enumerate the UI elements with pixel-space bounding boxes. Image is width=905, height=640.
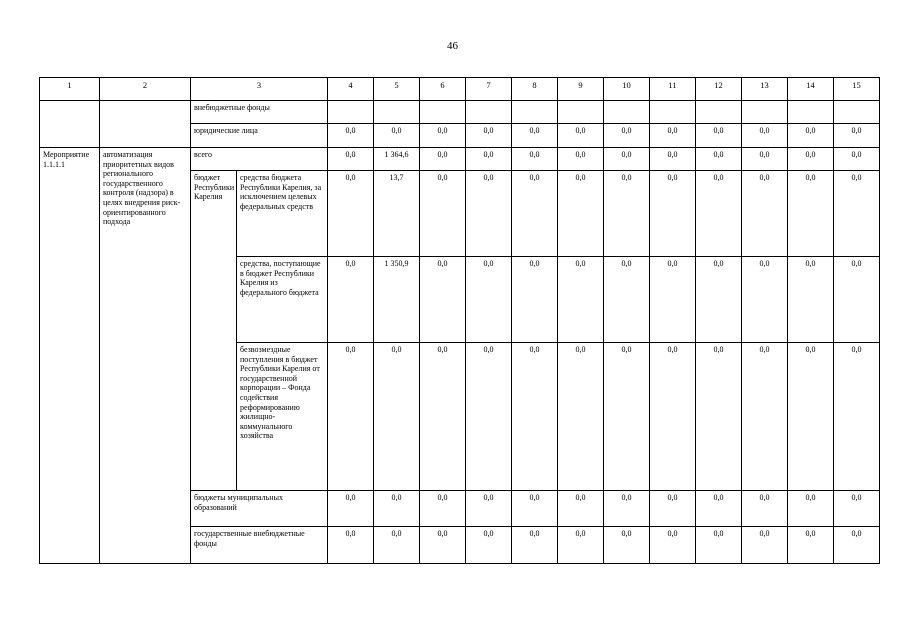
value-cell: 0,0 [512, 491, 558, 527]
table-row [40, 148, 880, 171]
header-cell: 6 [420, 78, 466, 101]
source-label: юридические лица [191, 124, 328, 148]
value-cell: 0,0 [604, 527, 650, 564]
source-label: внебюджетные фонды [191, 101, 328, 124]
header-cell: 4 [328, 78, 374, 101]
value-cell: 0,0 [742, 491, 788, 527]
value-cell: 0,0 [558, 171, 604, 257]
value-cell: 0,0 [696, 148, 742, 171]
value-cell: 0,0 [466, 527, 512, 564]
value-cell: 0,0 [604, 171, 650, 257]
value-cell: 0,0 [466, 148, 512, 171]
value-cell: 0,0 [558, 257, 604, 343]
header-row [40, 78, 880, 101]
header-cell: 12 [696, 78, 742, 101]
value-cell: 0,0 [420, 491, 466, 527]
value-cell: 0,0 [696, 171, 742, 257]
value-cell: 0,0 [834, 527, 880, 564]
value-cell: 0,0 [420, 257, 466, 343]
value-cell: 0,0 [558, 148, 604, 171]
value-cell: 0,0 [328, 257, 374, 343]
value-cell: 0,0 [328, 171, 374, 257]
value-cell: 0,0 [788, 257, 834, 343]
value-cell: 0,0 [420, 124, 466, 148]
source-label: безвозмездные поступления в бюджет Республики Карелия от государственной корпорации – Фонда содействия реформированию жилищно-коммунального хозяйства [237, 343, 328, 491]
value-cell: 0,0 [834, 491, 880, 527]
header-cell: 10 [604, 78, 650, 101]
value-cell: 0,0 [466, 124, 512, 148]
value-cell: 0,0 [420, 527, 466, 564]
value-cell: 0,0 [558, 527, 604, 564]
value-cell: 0,0 [466, 171, 512, 257]
value-cell: 0,0 [604, 491, 650, 527]
value-cell: 0,0 [834, 148, 880, 171]
value-cell: 0,0 [466, 257, 512, 343]
empty-cell [40, 101, 100, 148]
value-cell: 0,0 [834, 171, 880, 257]
value-cell: 0,0 [742, 527, 788, 564]
header-cell: 11 [650, 78, 696, 101]
value-cell: 0,0 [558, 124, 604, 148]
source-label: средства, поступающие в бюджет Республики Карелия из федерального бюджета [237, 257, 328, 343]
value-cell: 0,0 [650, 148, 696, 171]
value-cell: 0,0 [420, 171, 466, 257]
value-cell: 0,0 [788, 171, 834, 257]
value-cell: 0,0 [650, 343, 696, 491]
value-cell: 0,0 [558, 343, 604, 491]
empty-cell [100, 101, 191, 148]
value-cell: 0,0 [742, 343, 788, 491]
value-cell: 0,0 [604, 343, 650, 491]
value-cell: 0,0 [742, 124, 788, 148]
value-cell: 0,0 [512, 124, 558, 148]
value-cell: 0,0 [742, 257, 788, 343]
value-cell: 0,0 [328, 343, 374, 491]
header-cell: 5 [374, 78, 420, 101]
value-cell: 0,0 [742, 148, 788, 171]
value-cell: 0,0 [788, 124, 834, 148]
value-cell: 0,0 [512, 148, 558, 171]
value-cell: 0,0 [374, 124, 420, 148]
table-row [40, 101, 880, 124]
header-cell: 15 [834, 78, 880, 101]
header-cell: 8 [512, 78, 558, 101]
value-cell: 0,0 [834, 124, 880, 148]
value-cell: 13,7 [374, 171, 420, 257]
header-cell: 13 [742, 78, 788, 101]
header-cell: 3 [191, 78, 328, 101]
value-cell: 0,0 [328, 527, 374, 564]
value-cell: 0,0 [650, 527, 696, 564]
source-label: средства бюджета Республики Карелия, за исключением целевых федеральных средств [237, 171, 328, 257]
activity-code: Мероприятие 1.1.1.1 [40, 148, 100, 564]
value-cell: 0,0 [512, 171, 558, 257]
value-cell: 0,0 [650, 124, 696, 148]
value-cell: 0,0 [374, 527, 420, 564]
source-label: бюджеты муниципальных образований [191, 491, 328, 527]
header-cell: 2 [100, 78, 191, 101]
value-cell: 0,0 [834, 257, 880, 343]
value-cell: 0,0 [696, 527, 742, 564]
value-cell: 0,0 [696, 257, 742, 343]
value-cell: 0,0 [696, 343, 742, 491]
value-cell: 0,0 [604, 148, 650, 171]
value-cell: 0,0 [512, 257, 558, 343]
value-cell: 0,0 [788, 343, 834, 491]
value-cell: 0,0 [696, 124, 742, 148]
value-cell: 0,0 [834, 343, 880, 491]
source-label: государственные внебюджетные фонды [191, 527, 328, 564]
header-cell: 14 [788, 78, 834, 101]
value-cell: 0,0 [650, 491, 696, 527]
value-cell: 0,0 [466, 491, 512, 527]
value-cell: 0,0 [420, 148, 466, 171]
value-cell: 0,0 [466, 343, 512, 491]
value-cell: 0,0 [328, 491, 374, 527]
source-label: всего [191, 148, 328, 171]
value-cell: 0,0 [374, 343, 420, 491]
value-cell: 0,0 [328, 124, 374, 148]
activity-description: автоматизация приоритетных видов регионального государственного контроля (надзора) в целях внедрения риск-ориентированного подхода [100, 148, 191, 564]
value-cell: 1 350,9 [374, 257, 420, 343]
header-cell: 9 [558, 78, 604, 101]
value-cell: 0,0 [788, 148, 834, 171]
value-cell: 0,0 [328, 148, 374, 171]
header-cell: 7 [466, 78, 512, 101]
value-cell: 0,0 [558, 491, 604, 527]
budget-rk-label: бюджет Республики Карелия [191, 171, 237, 491]
value-cell: 0,0 [742, 171, 788, 257]
value-cell: 0,0 [420, 343, 466, 491]
value-cell: 0,0 [650, 257, 696, 343]
budget-table [39, 77, 880, 564]
value-cell: 0,0 [788, 491, 834, 527]
page-number: 46 [447, 40, 458, 52]
value-cell: 0,0 [650, 171, 696, 257]
value-cell: 0,0 [512, 527, 558, 564]
value-cell: 0,0 [696, 491, 742, 527]
value-cell: 0,0 [604, 257, 650, 343]
value-cell: 0,0 [604, 124, 650, 148]
value-cell: 0,0 [374, 491, 420, 527]
value-cell: 0,0 [788, 527, 834, 564]
value-cell: 0,0 [512, 343, 558, 491]
value-cell: 1 364,6 [374, 148, 420, 171]
header-cell: 1 [40, 78, 100, 101]
